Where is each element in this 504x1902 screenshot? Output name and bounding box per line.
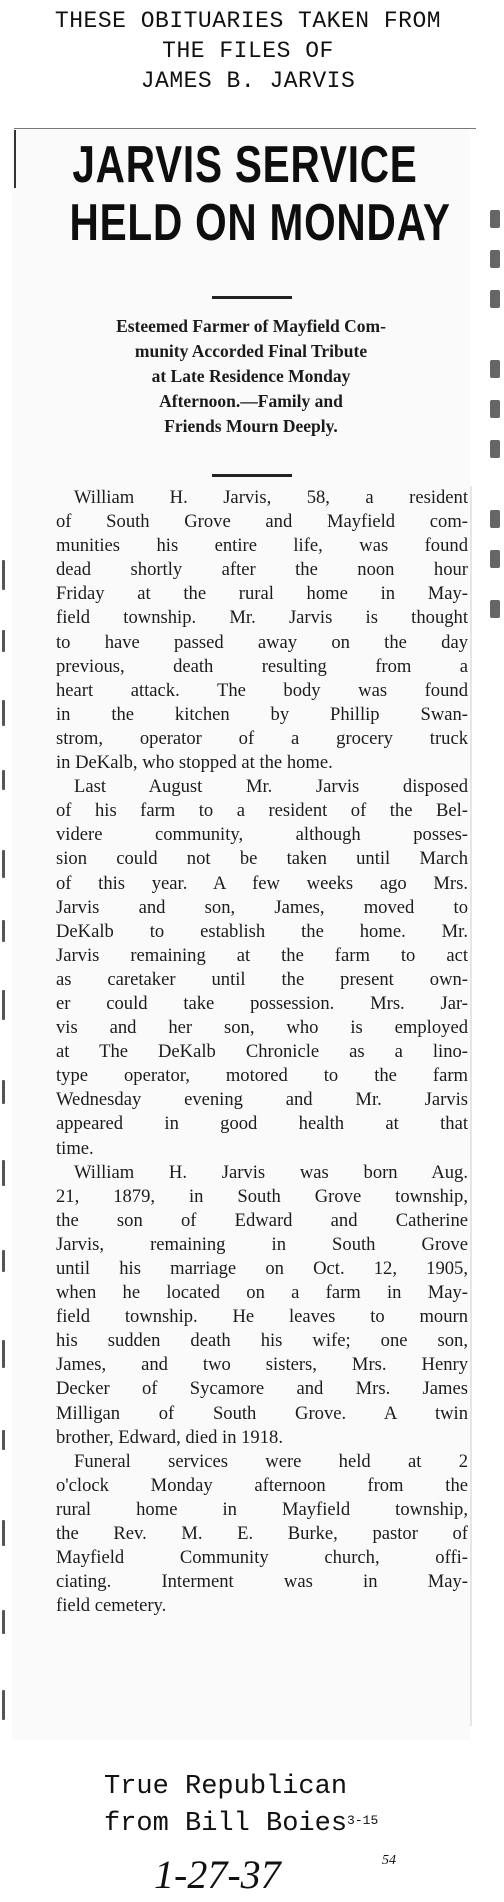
body-line: to have passed away on the day: [56, 631, 468, 653]
body-line: dead shortly after the noon hour: [56, 559, 468, 581]
body-line: time.: [56, 1137, 94, 1159]
body-line: at The DeKalb Chronicle as a lino-: [56, 1041, 468, 1063]
deck-divider: [212, 474, 292, 477]
body-line: appeared in good health at that: [56, 1113, 468, 1135]
body-line: ciating. Interment was in May-: [56, 1571, 468, 1593]
adjacent-column-fragment-left: [0, 560, 14, 1740]
body-line: er could take possession. Mrs. Jar-: [56, 992, 468, 1014]
body-line: vis and her son, who is employed: [56, 1017, 468, 1039]
body-line: in DeKalb, who stopped at the home.: [56, 752, 333, 774]
header-line-1: THESE OBITUARIES TAKEN FROM: [54, 8, 442, 34]
body-line: James, and two sisters, Mrs. Henry: [56, 1354, 468, 1376]
body-line: Jarvis remaining at the farm to act: [56, 944, 468, 966]
body-line: heart attack. The body was found: [56, 679, 468, 701]
body-line: William H. Jarvis was born Aug.: [74, 1161, 468, 1183]
clipping-top-edge: [14, 128, 476, 129]
body-line: as caretaker until the present own-: [56, 968, 468, 990]
body-line: field township. Mr. Jarvis is thought: [56, 607, 468, 629]
body-line: when he located on a farm in May-: [56, 1282, 468, 1304]
handwritten-date: [150, 1848, 450, 1898]
headline-line-1: JARVIS SERVICE: [72, 136, 418, 194]
article-body: [56, 486, 468, 1618]
date-suffix: 54: [382, 1853, 396, 1868]
margin-note: 3-15: [347, 1813, 379, 1828]
body-line: previous, death resulting from a: [56, 655, 468, 677]
deck-line: Friends Mourn Deeply.: [164, 416, 338, 436]
deck-line: Afternoon.—Family and: [159, 391, 343, 411]
body-line: of his farm to a resident of the Bel-: [56, 800, 468, 822]
body-line: munities his entire life, was found: [56, 535, 468, 557]
deck-line: Esteemed Farmer of Mayfield Com-: [116, 316, 386, 336]
body-line: Milligan of South Grove. A twin: [56, 1402, 468, 1424]
from-line: [104, 1804, 484, 1841]
body-line: o'clock Monday afternoon from the: [56, 1474, 468, 1496]
body-line: sion could not be taken until March: [56, 848, 468, 870]
deck-line: munity Accorded Final Tribute: [134, 341, 368, 361]
from-text: from Bill Boies: [104, 1809, 348, 1839]
body-line: 21, 1879, in South Grove township,: [56, 1185, 468, 1207]
body-line: strom, operator of a grocery truck: [56, 727, 468, 749]
source-note: [104, 1770, 484, 1841]
body-line: Funeral services were held at 2: [74, 1450, 468, 1472]
clipping-left-edge: [14, 130, 16, 188]
body-line: brother, Edward, died in 1918.: [56, 1426, 283, 1448]
body-line: rural home in Mayfield township,: [56, 1498, 468, 1520]
date-text: 1-27-37: [154, 1852, 281, 1897]
source-line: True Republican: [104, 1772, 348, 1802]
headline-line-2: HELD ON MONDAY: [69, 194, 451, 252]
body-line: of South Grove and Mayfield com-: [56, 511, 468, 533]
header-line-3: JAMES B. JARVIS: [140, 68, 356, 94]
body-line: Mayfield Community church, offi-: [56, 1547, 468, 1569]
body-line: Last August Mr. Jarvis disposed: [74, 776, 468, 798]
deck-line: at Late Residence Monday: [151, 366, 351, 386]
body-line: of this year. A few weeks ago Mrs.: [56, 872, 468, 894]
body-line: until his marriage on Oct. 12, 1905,: [56, 1258, 468, 1279]
body-line: Jarvis and son, James, moved to: [56, 896, 468, 918]
body-line: DeKalb to establish the home. Mr.: [56, 920, 468, 942]
typed-header: [8, 6, 488, 96]
body-line: Jarvis, remaining in South Grove: [56, 1233, 468, 1255]
body-line: field cemetery.: [56, 1595, 167, 1617]
body-line: Wednesday evening and Mr. Jarvis: [56, 1089, 468, 1111]
adjacent-column-fragment-right: [486, 210, 504, 630]
body-line: the Rev. M. E. Burke, pastor of: [56, 1523, 468, 1545]
clipping-right-edge: [470, 486, 472, 1726]
body-line: Friday at the rural home in May-: [56, 583, 468, 605]
article-deck: [36, 314, 466, 439]
body-line: the son of Edward and Catherine: [56, 1209, 468, 1231]
headline-divider: [212, 296, 292, 299]
body-line: William H. Jarvis, 58, a resident: [74, 487, 468, 508]
header-line-2: THE FILES OF: [162, 38, 334, 64]
body-line: field township. He leaves to mourn: [56, 1306, 468, 1328]
body-line: Decker of Sycamore and Mrs. James: [56, 1378, 468, 1400]
body-line: in the kitchen by Phillip Swan-: [56, 703, 468, 725]
body-line: type operator, motored to the farm: [56, 1065, 468, 1087]
body-line: videre community, although posses-: [56, 824, 468, 846]
article-headline: [69, 136, 451, 252]
body-line: his sudden death his wife; one son,: [56, 1330, 468, 1352]
